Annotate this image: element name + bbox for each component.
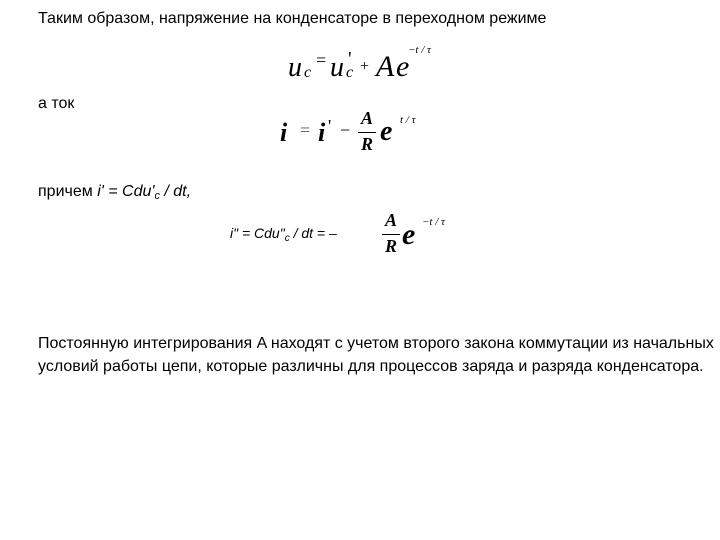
formula-voltage-exp: e [396, 50, 410, 83]
derivative-line-2-sub: c [284, 233, 290, 244]
derivative-line-1-sub: c [154, 190, 160, 202]
formula-derivative [382, 210, 462, 260]
derivative-line-2 [230, 224, 337, 248]
current-label: а ток [38, 95, 75, 112]
formula-voltage-plus: + [360, 58, 370, 75]
formula-voltage-exp-power: −t / τ [408, 44, 431, 56]
formula-derivative-frac-den: R [384, 236, 397, 256]
formula-current-lhs: i [280, 118, 288, 147]
derivative-line-1 [38, 182, 191, 206]
intro-text: Таким образом, напряжение на конденсаторе в переходном режиме [38, 10, 547, 27]
formula-derivative-exp: e [402, 218, 416, 251]
formula-current-frac-bar [358, 132, 376, 133]
formula-current-eq: = [300, 120, 311, 140]
derivative-line-1-expr: i' = Cdu' [97, 183, 155, 200]
formula-current-frac-num: A [360, 108, 373, 128]
formula-voltage [288, 46, 448, 86]
formula-voltage-lhs-sub: c [304, 64, 312, 81]
formula-voltage-lhs: u [288, 52, 302, 83]
formula-current-term1: i [318, 118, 326, 147]
formula-voltage-term1-sub: c [346, 64, 354, 81]
formula-current [280, 108, 430, 156]
formula-derivative-frac-bar [382, 234, 400, 235]
derivative-line-2-suffix: / dt = – [289, 225, 337, 241]
formula-derivative-exp-power: −t / τ [422, 216, 445, 228]
formula-voltage-coef: A [376, 50, 395, 83]
derivative-line-1-prefix: причем [38, 183, 98, 200]
integration-constant-paragraph: Постоянную интегрирования A находят с учетом второго закона коммутации из начальных условий работы цепи, которые различны для процессов заряда и разряда конденсатора. [38, 335, 714, 375]
formula-voltage-term1-prime: ' [348, 48, 352, 70]
derivative-line-1-suffix: / dt, [159, 183, 192, 200]
derivative-line-2-expr: i" = Cdu" [230, 225, 285, 241]
formula-current-exp-power: t / τ [400, 114, 416, 126]
formula-voltage-eq: = [316, 50, 327, 70]
formula-derivative-frac-num: A [384, 210, 397, 230]
formula-current-exp: e [380, 116, 393, 147]
formula-current-minus: − [340, 120, 351, 140]
formula-current-term1-prime: ' [328, 116, 332, 136]
formula-current-frac-den: R [360, 134, 373, 154]
formula-voltage-term1: u [330, 52, 344, 83]
